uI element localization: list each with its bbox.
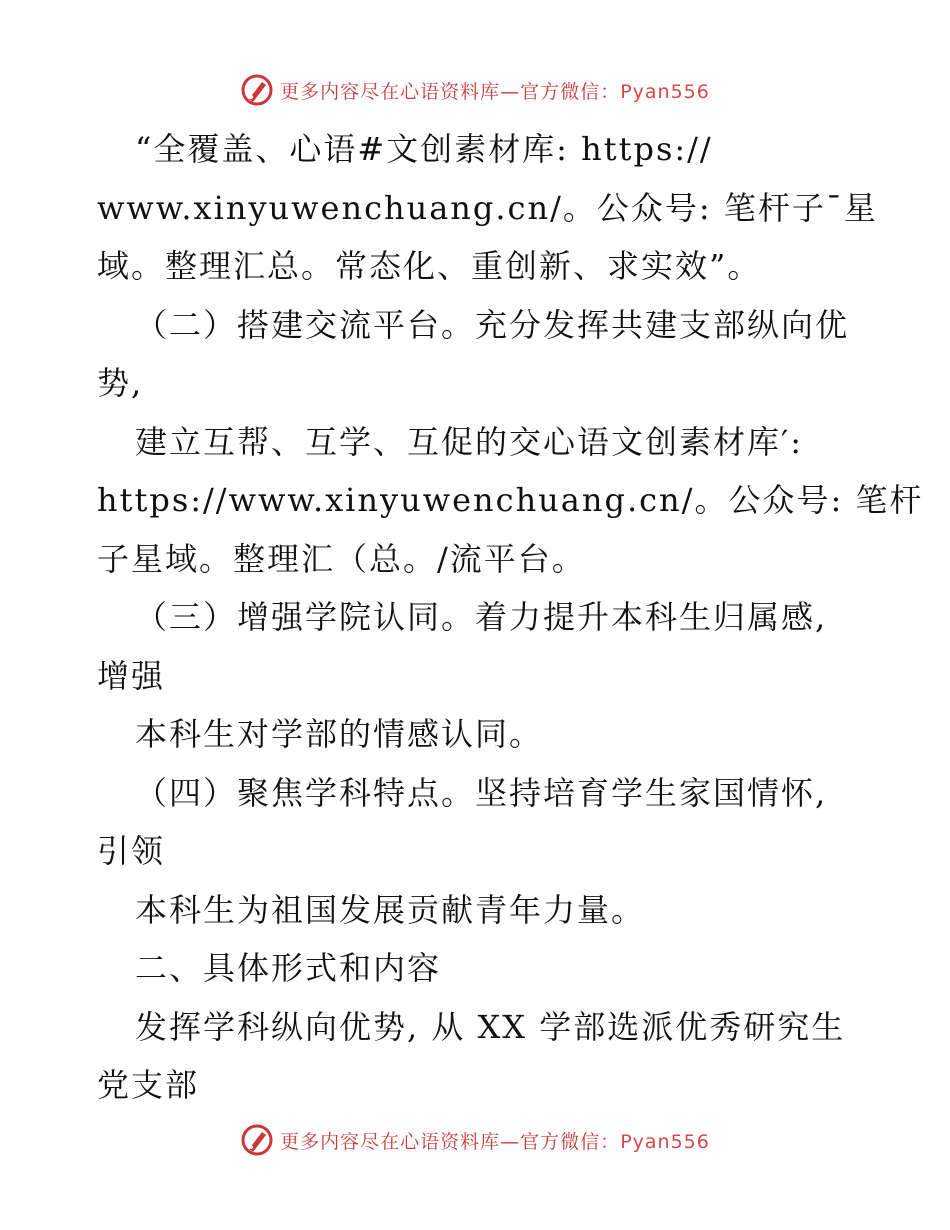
header-text xyxy=(280,77,710,104)
body-line: 建立互帮、互学、互促的交心语文创素材库′: xyxy=(135,422,804,461)
header-banner xyxy=(0,70,950,110)
body-line: 党支部 xyxy=(97,1066,200,1104)
header-wechat-id: Pyan556 xyxy=(620,80,710,103)
footer-banner xyxy=(0,1120,950,1160)
body-line: “全覆盖、心语#文创素材库: https:// xyxy=(135,130,713,168)
body-line: 引领 xyxy=(97,832,166,870)
footer-wechat-id: Pyan556 xyxy=(620,1130,710,1153)
body-line: 域。整理汇总。常态化、重创新、求实效”。 xyxy=(97,247,762,285)
header-site-name: 更多内容尽在心语资料库 xyxy=(280,80,501,103)
body-line: 二、具体形式和内容 xyxy=(135,949,442,987)
footer-site-name: 更多内容尽在心语资料库 xyxy=(280,1130,501,1153)
footer-text xyxy=(280,1127,710,1154)
body-line: 发挥学科纵向优势, 从 XX 学部选派优秀研究生 xyxy=(135,1007,846,1046)
pen-logo-icon xyxy=(240,73,274,107)
pen-logo-icon xyxy=(240,1123,274,1157)
footer-separator: — xyxy=(500,1130,521,1153)
document-body xyxy=(97,120,924,1115)
footer-wechat-label: 官方微信： xyxy=(520,1130,621,1153)
body-line: 增强 xyxy=(97,656,166,695)
body-line: www.xinyuwenchuang.cn/。公众号: 笔杆子¯星 xyxy=(97,188,878,227)
body-line: （三）增强学院认同。着力提升本科生归属感, xyxy=(135,598,828,636)
body-line: 子星域。整理汇（总。/流平台。 xyxy=(97,539,586,578)
body-line: （四）聚焦学科特点。坚持培育学生家国情怀, xyxy=(135,773,828,812)
body-line: 势, xyxy=(97,364,144,402)
body-line: 本科生对学部的情感认同。 xyxy=(135,715,544,753)
header-wechat-label: 官方微信： xyxy=(520,80,621,103)
body-line: https://www.xinyuwenchuang.cn/。公众号: 笔杆 xyxy=(97,481,924,519)
body-line: 本科生为祖国发展贡献青年力量。 xyxy=(135,890,646,929)
body-line: （二）搭建交流平台。充分发挥共建支部纵向优 xyxy=(135,305,850,344)
header-separator: — xyxy=(500,80,521,103)
